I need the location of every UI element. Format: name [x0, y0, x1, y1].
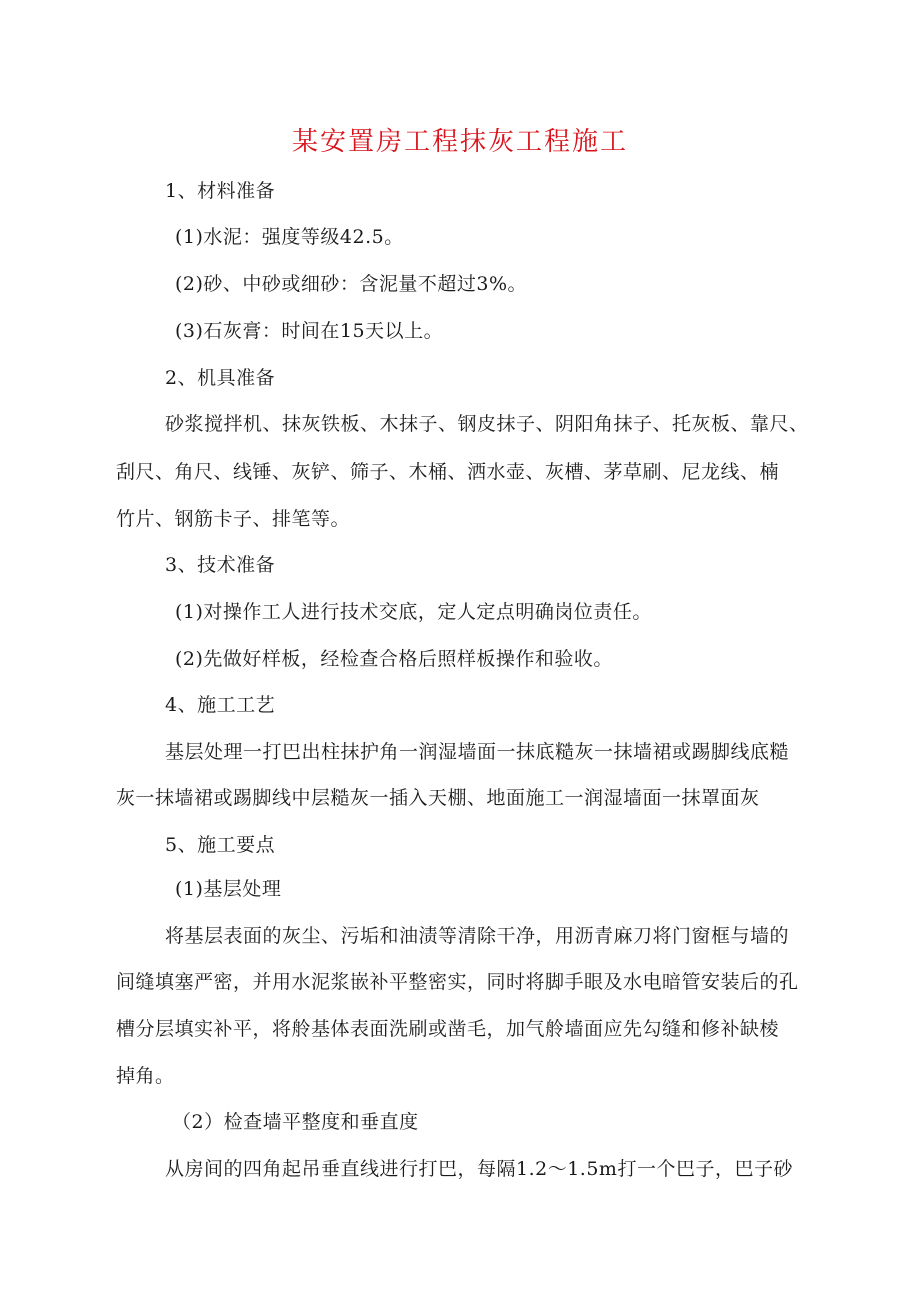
paragraph-line: 从房间的四角起吊垂直线进行打巴，每隔1.2～1.5m打一个巴子，巴子砂 — [165, 1158, 793, 1180]
section-heading-key-points: 5、施工要点 — [165, 834, 276, 856]
paragraph-line: 间缝填塞严密，并用水泥浆嵌补平整密实，同时将脚手眼及水电暗管安装后的孔 — [116, 971, 799, 993]
list-item: (1)水泥：强度等级42.5。 — [175, 226, 404, 248]
section-heading-tools: 2、机具准备 — [165, 367, 276, 389]
list-item: (2)先做好样板，经检查合格后照样板操作和验收。 — [175, 648, 613, 670]
paragraph-line: 掉角。 — [116, 1065, 175, 1087]
paragraph-line: 槽分层填实补平，将舲基体表面洗刷或凿毛，加气舲墙面应先勾缝和修补缺棱 — [116, 1018, 780, 1040]
section-heading-materials: 1、材料准备 — [165, 180, 276, 202]
section-heading-technical: 3、技术准备 — [165, 554, 276, 576]
paragraph-line: 竹片、钢筋卡子、排笔等。 — [116, 508, 351, 530]
subsection-heading: (1)基层处理 — [175, 878, 282, 900]
document-title: 某安置房工程抹灰工程施工 — [291, 127, 628, 157]
paragraph-line: 刮尺、角尺、线锤、灰铲、筛子、木桶、洒水壶、灰槽、茅草刷、尼龙线、楠 — [116, 461, 780, 483]
paragraph-line: 将基层表面的灰尘、污垢和油渍等清除干净，用沥青麻刀将门窗框与墙的 — [165, 925, 790, 947]
section-heading-process: 4、施工工艺 — [165, 694, 276, 716]
list-item: (1)对操作工人进行技术交底，定人定点明确岗位责任。 — [175, 601, 652, 623]
subsection-heading: （2）检查墙平整度和垂直度 — [172, 1111, 419, 1133]
paragraph-line: 基层处理一打巴出柱抹护角一润湿墙面一抹底糙灰一抹墙裙或踢脚线底糙 — [165, 741, 790, 763]
list-item: (3)石灰膏：时间在15天以上。 — [175, 320, 444, 342]
paragraph-line: 灰一抹墙裙或踢脚线中层糙灰一插入天棚、地面施工一润湿墙面一抹罩面灰 — [116, 787, 760, 809]
paragraph-line: 砂浆搅拌机、抹灰铁板、木抹子、钢皮抹子、阴阳角抹子、托灰板、靠尺、 — [165, 413, 809, 435]
list-item: (2)砂、中砂或细砂：含泥量不超过3%。 — [175, 273, 528, 295]
